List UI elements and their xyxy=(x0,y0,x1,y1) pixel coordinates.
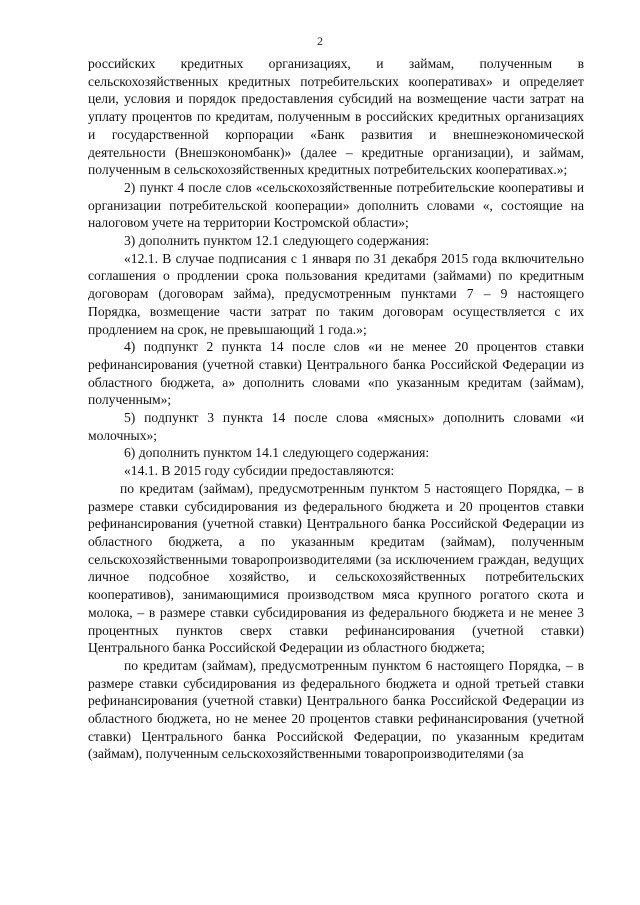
paragraph-item-3: 3) дополнить пунктом 12.1 следующего содержания: xyxy=(124,233,430,249)
paragraph-clause-14-1: «14.1. В 2015 году субсидии предоставляются: xyxy=(124,463,395,479)
paragraph-item-6: 6) дополнить пунктом 14.1 следующего содержания: xyxy=(124,445,430,461)
paragraph-clause-14-1-point-5: по кредитам (займам), предусмотренным пунктом 5 настоящего Порядка, – в размере ставки субсидирования из федерального бюджета и 20 процентов ставки рефинансирования (учетной ставки) Центрального банка Российской Федерации из областного бюджета, а по указанным кредитам (займам), полученным сельскохозяйственными товаропроизводителями (за исключением граждан, ведущих личное подсобное хозяйство, и сельскохозяйственных потребительских кооперативов), занимающимися производством мяса крупного рогатого скота и молока, – в размере ставки субсидирования из федерального бюджета и не менее 3 процентных пунктов сверх ставки рефинансирования (учетной ставки) Центрального банка Российской Федерации из областного бюджета; xyxy=(88,480,584,656)
paragraph-item-5: 5) подпункт 3 пункта 14 после слова «мясных» дополнить словами «и молочных»; xyxy=(88,410,584,443)
paragraph-clause-12-1: «12.1. В случае подписания с 1 января по 31 декабря 2015 года включительно соглашения о продлении срока пользования кредитами (займами) по кредитным договорам (договорам займа), предусмотренным пунктами 7 – 9 настоящего Порядка, возмещение части затрат по таким договорам осуществляется с их продлением на срок, не превышающий 1 года.»; xyxy=(88,250,584,337)
paragraph-item-2: 2) пункт 4 после слов «сельскохозяйственные потребительские кооперативы и организации потребительской кооперации» дополнить словами «, состоящие на налоговом учете на территории Костромской области»; xyxy=(88,179,584,231)
paragraph-continuation: российских кредитных организациях, и займам, полученным в сельскохозяйственных кредитных потребительских кооперативах» и определяет цели, условия и порядок предоставления субсидий на возмещение части затрат на уплату процентов по кредитам, полученным в российских кредитных организациях и государственной корпорации «Банк развития и внешнеэкономической деятельности (Внешэкономбанк)» (далее – кредитные организации), и займам, полученным в сельскохозяйственных кредитных потребительских кооперативах.»; xyxy=(88,56,584,178)
document-body xyxy=(88,55,584,763)
paragraph-item-4: 4) подпункт 2 пункта 14 после слов «и не менее 20 процентов ставки рефинансирования (учетной ставки) Центрального банка Российской Федерации из областного бюджета, а» дополнить словами «по указанным кредитам (займам), полученным»; xyxy=(88,339,584,408)
paragraph-clause-14-1-point-6: по кредитам (займам), предусмотренным пунктом 6 настоящего Порядка, – в размере ставки субсидирования из федерального бюджета и одной третьей ставки рефинансирования (учетной ставки) Центрального банка Российской Федерации из областного бюджета, но не менее 20 процентов ставки рефинансирования (учетной ставки) Центрального банка Российской Федерации, по указанным кредитам (займам), полученным сельскохозяйственными товаропроизводителями (за xyxy=(88,657,584,762)
page-number: 2 xyxy=(317,34,323,48)
